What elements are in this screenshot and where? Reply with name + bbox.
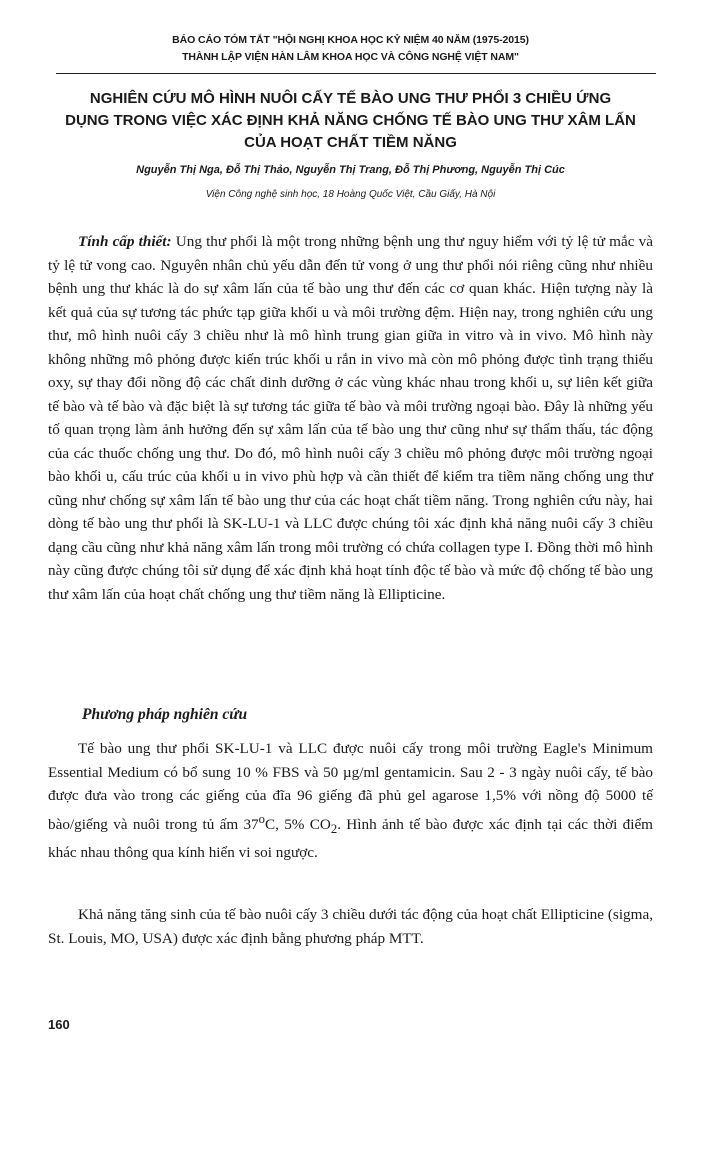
- paper-title-line-2: DỤNG TRONG VIỆC XÁC ĐỊNH KHẢ NĂNG CHỐNG TẾ BÀO UNG THƯ XÂM LẤN: [65, 112, 636, 129]
- paper-title: [48, 88, 653, 154]
- urgency-paragraph: [48, 230, 653, 606]
- paper-title-line-3: CỦA HOẠT CHẤT TIỀM NĂNG: [244, 134, 457, 151]
- paper-title-line-1: NGHIÊN CỨU MÔ HÌNH NUÔI CẤY TẾ BÀO UNG THƯ PHỔI 3 CHIỀU ỨNG: [89, 90, 612, 107]
- page-number: 160: [48, 1017, 70, 1032]
- methods-p1-part-c: . Hình ảnh tế bào được xác định tại các thời điểm khác nhau thông qua kính hiển vi soi ngược.: [48, 815, 653, 862]
- author-list: Nguyễn Thị Nga, Đỗ Thị Thảo, Nguyễn Thị Trang, Đỗ Thị Phương, Nguyễn Thị Cúc: [136, 164, 565, 176]
- methods-paragraph-2: Khả năng tăng sinh của tế bào nuôi cấy 3 chiều dưới tác động của hoạt chất Ellipticine (sigma, St. Louis, MO, USA) được xác định bằng phương pháp MTT.: [48, 906, 653, 947]
- running-header: [48, 32, 653, 66]
- degree-superscript: o: [258, 811, 265, 826]
- methods-heading: Phương pháp nghiên cứu: [82, 706, 248, 723]
- urgency-section: [48, 230, 653, 606]
- methods-paragraph-2-block: [48, 903, 653, 950]
- running-header-line-2: THÀNH LẬP VIỆN HÀN LÂM KHOA HỌC VÀ CÔNG NGHỆ VIỆT NAM": [182, 51, 519, 63]
- running-header-line-1: BÁO CÁO TÓM TẮT "HỘI NGHỊ KHOA HỌC KỶ NIỆM 40 NĂM (1975-2015): [172, 34, 529, 46]
- urgency-label: Tính cấp thiết:: [78, 233, 172, 250]
- co2-subscript: 2: [330, 821, 338, 836]
- methods-paragraph-1-block: [48, 737, 653, 865]
- methods-p1-part-b: C, 5% CO: [264, 815, 331, 833]
- methods-p1-part-a: Tế bào ung thư phổi SK-LU-1 và LLC được nuôi cấy trong môi trường Eagle's Minimum Essential Medium có bổ sung 10 % FBS và 50 µg/ml gentamicin. Sau 2 - 3 ngày nuôi cấy, tế bào được đưa vào trong các giếng của đĩa 96 giếng đã phủ gel agarose 1,5% với nồng độ 5000 tế bào/giếng và nuôi trong tủ ấm 37: [48, 740, 653, 833]
- methods-paragraph-1: [48, 737, 653, 865]
- affiliation: Viện Công nghệ sinh học, 18 Hoàng Quốc Việt, Cầu Giấy, Hà Nội: [205, 189, 496, 200]
- header-rule: [56, 73, 656, 74]
- urgency-text: Ung thư phổi là một trong những bệnh ung thư nguy hiểm với tỷ lệ tử mắc và tỷ lệ tử vong cao. Nguyên nhân chủ yếu dẫn đến tử vong ở ung thư phổi nói riêng cũng như nhiều bệnh ung thư khác là do sự xâm lấn của tế bào ung thư đến các cơ quan khác. Hiện tượng này là kết quả của sự tương tác phức tạp giữa khối u và môi trường đệm. Hiện nay, trong nghiên cứu ung thư, mô hình nuôi cấy 3 chiều như là mô hình trung gian giữa in vitro và in vivo. Mô hình này không những mô phỏng được kiến trúc khối u rắn in vivo mà còn mô phỏng được tình trạng thiếu oxy, sự thay đổi nồng độ các chất dinh dưỡng ở các vùng khác nhau trong khối u, sự liên kết giữa tế bào và tế bào và đặc biệt là sự tương tác giữa tế bào và môi trường ngoại bào. Đây là những yếu tố quan trọng làm ảnh hưởng đến sự xâm lấn của tế bào ung thư cũng như sự thẩm thấu, tác động của các thuốc chống ung thư. Do đó, mô hình nuôi cấy 3 chiều mô phỏng được môi trường ngoại bào khối u, cấu trúc của khối u in vivo phù hợp và cần thiết để kiểm tra tiềm năng chống ung thư cũng như chống sự xâm lấn tế bào ung thư của các hoạt chất tiềm năng. Trong nghiên cứu này, hai dòng tế bào ung thư phổi là SK-LU-1 và LLC được chúng tôi xác định khả năng nuôi cấy 3 chiều dạng cầu cũng như khả năng xâm lấn trong môi trường có chứa collagen type I. Đồng thời mô hình này cũng được chúng tôi sử dụng để xác định khả hoạt tính độc tế bào và mức độ chống tế bào ung thư xâm lấn của hoạt chất chống ung thư tiềm năng là Ellipticine.: [48, 233, 653, 603]
